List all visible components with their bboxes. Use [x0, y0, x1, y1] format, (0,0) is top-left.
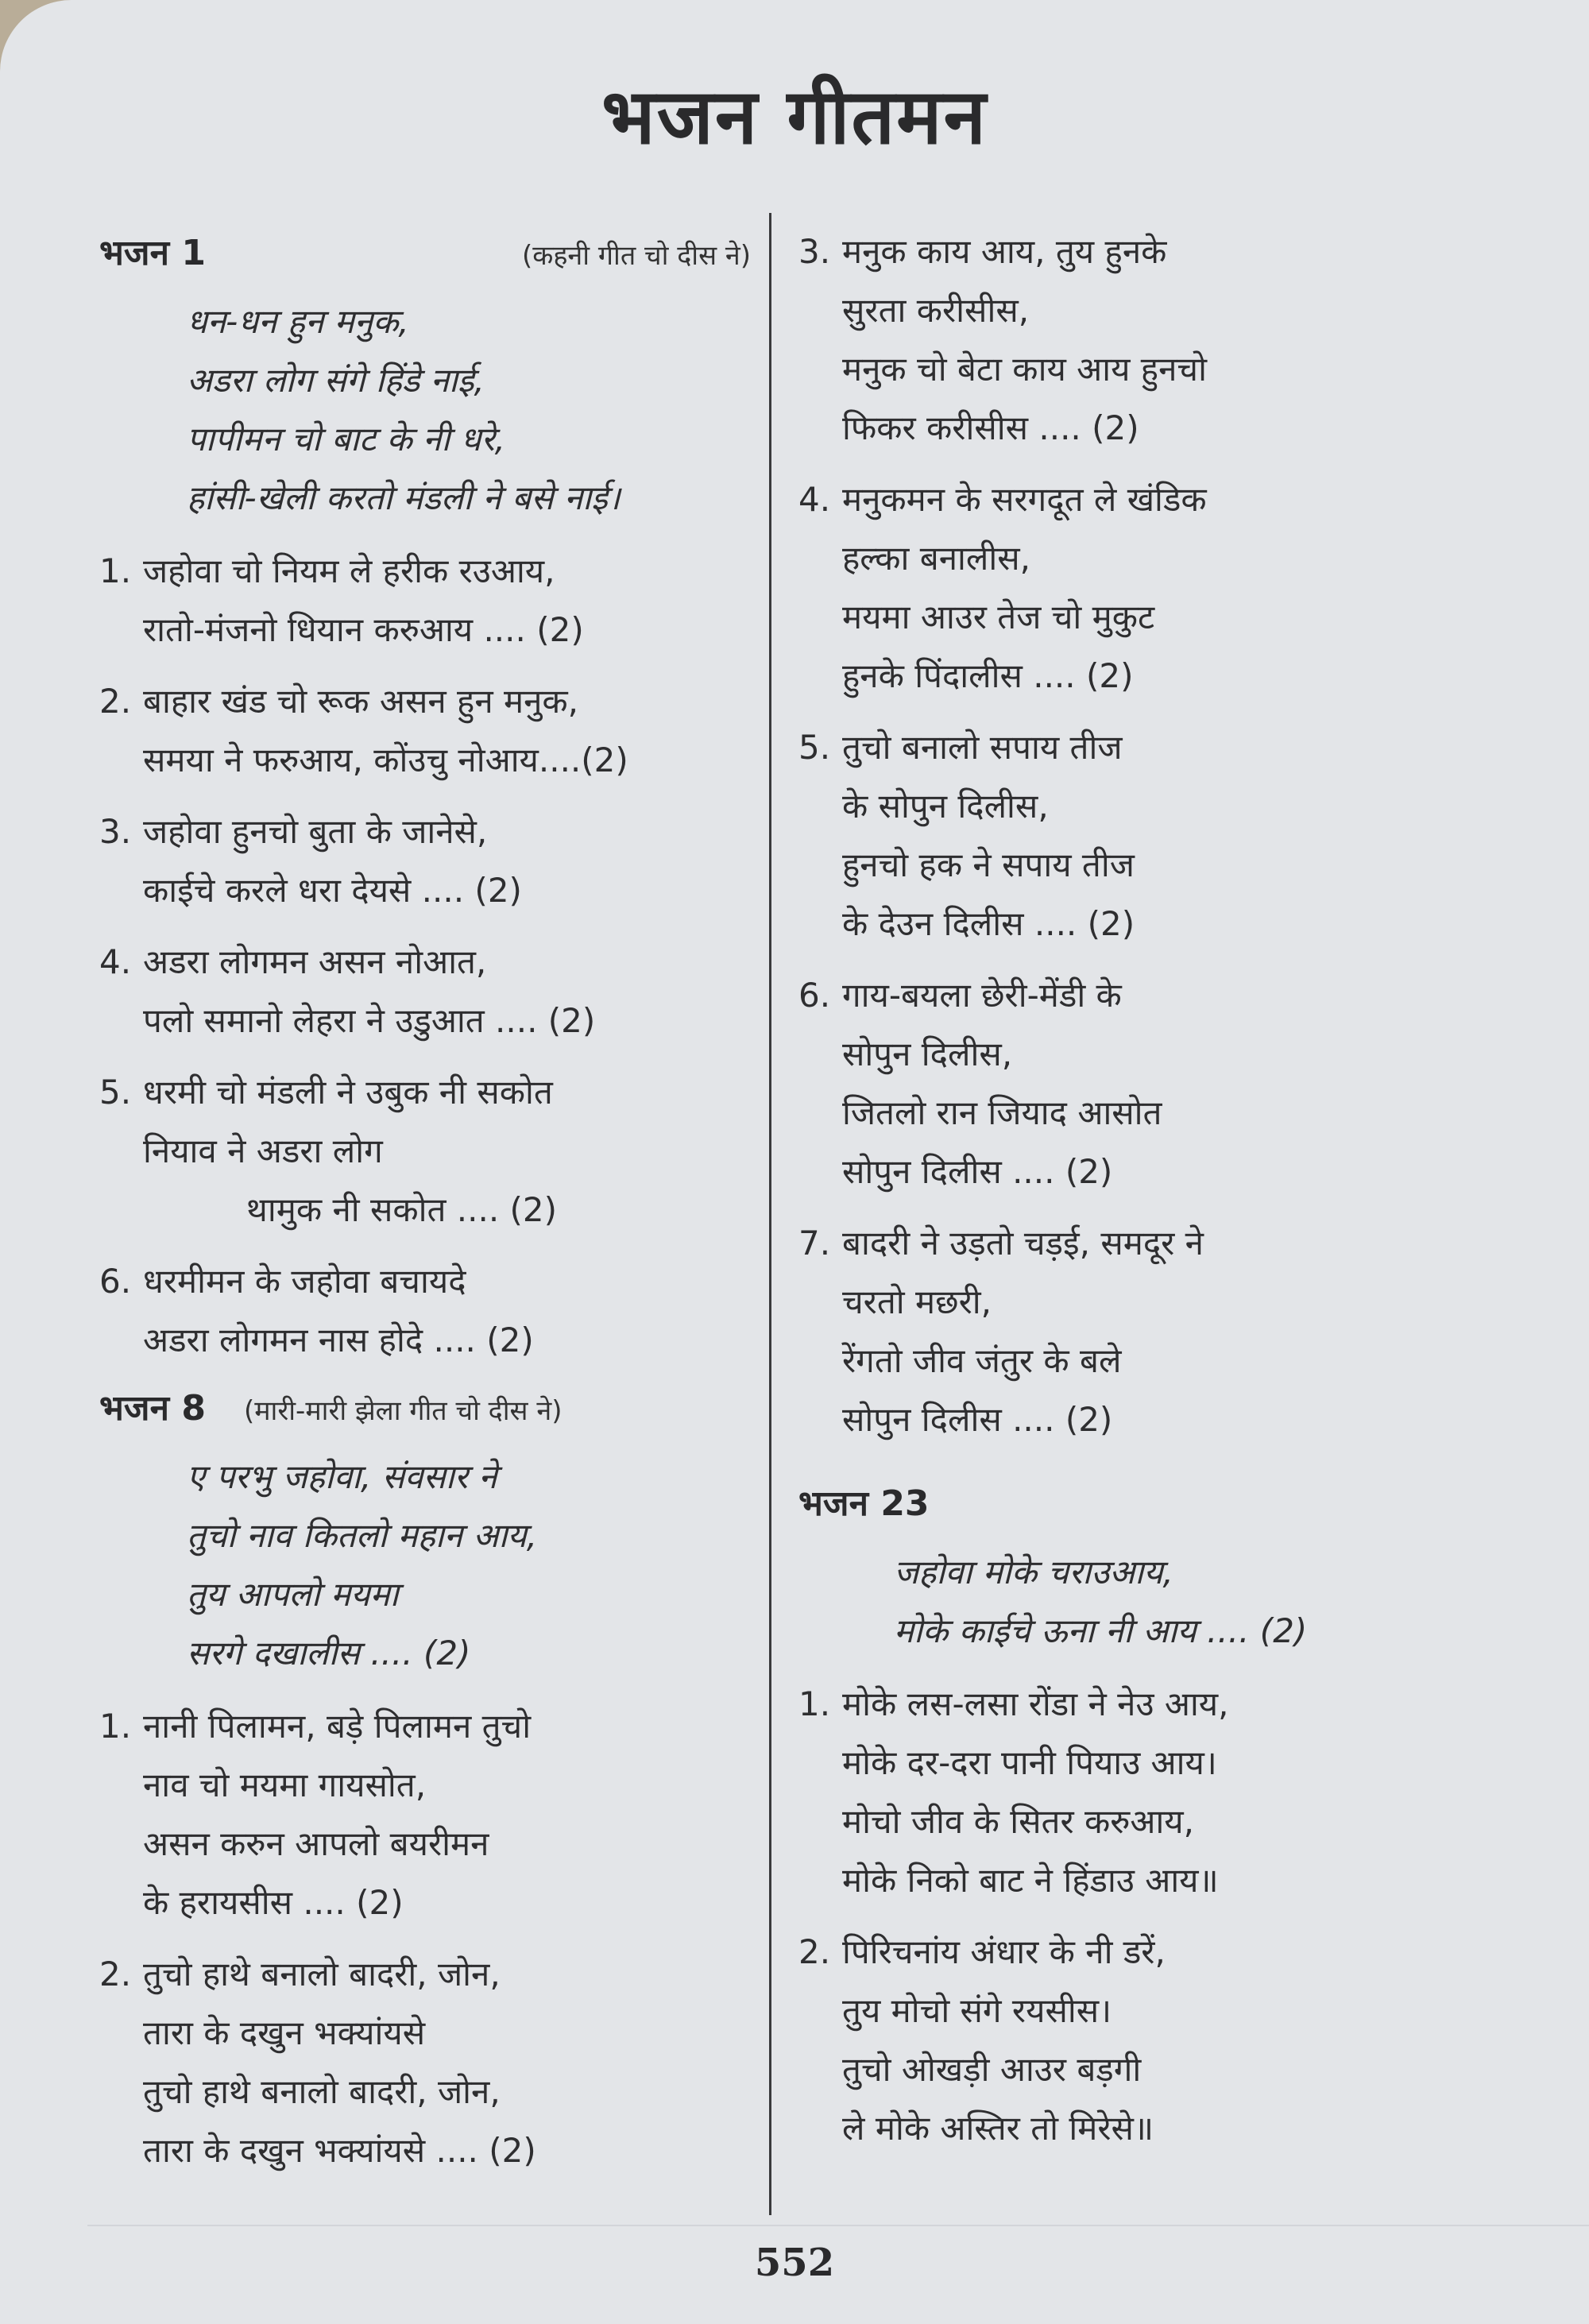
refrain-line: पापीमन चो बाट के नी धरे,: [187, 420, 506, 458]
stanza-line: जहोवा हुनचो बुता के जानेसे,: [143, 812, 488, 851]
stanza-line: तुचो हाथे बनालो बादरी, जोन,: [143, 2072, 501, 2111]
stanza-number: 3.: [798, 232, 831, 271]
hymn-23-header: [798, 1478, 1434, 1525]
hymn-23-title: भजन 23: [798, 1483, 930, 1524]
hymn-1-stanza-1: [99, 542, 751, 659]
stanza-line: फिकर करीसीस .... (2): [842, 408, 1139, 447]
stanza-line: ले मोके अस्तिर तो मिरेसे॥: [842, 2109, 1154, 2148]
hymn-8-header: [99, 1382, 751, 1430]
stanza-line: तुचो हाथे बनालो बादरी, जोन,: [143, 1955, 501, 1993]
hymn-1-title: भजन 1: [99, 233, 206, 273]
stanza-number: 6.: [99, 1262, 132, 1301]
hymn-8-stanza-2: [99, 1945, 751, 2180]
hymn-8-refrain: [187, 1448, 751, 1683]
hymn-23-stanza-2: [798, 1923, 1434, 2158]
stanza-number: 7.: [798, 1224, 831, 1263]
stanza-line: गाय-बयला छेरी-मेंडी के: [842, 976, 1122, 1015]
stanza-line: हुनचो हक ने सपाय तीज: [842, 845, 1135, 884]
stanza-line: पिरिचनांय अंधार के नी डरें,: [842, 1932, 1166, 1971]
stanza-line: तारा के दखुन भक्यांयसे: [143, 2013, 426, 2052]
stanza-number: 5.: [99, 1073, 132, 1112]
stanza-line: सोपुन दिलीस .... (2): [842, 1152, 1113, 1191]
stanza-line: मनुक काय आय, तुय हुनके: [842, 232, 1167, 271]
stanza-line: जहोवा चो नियम ले हरीक रउआय,: [143, 551, 555, 590]
stanza-line: नाव चो मयमा गायसोत,: [143, 1765, 427, 1804]
column-divider: [769, 213, 771, 2215]
page-title: भजन गीतमन: [601, 72, 988, 161]
refrain-line: जहोवा मोके चराउआय,: [894, 1553, 1173, 1591]
stanza-line: बाहार खंड चो रूक असन हुन मनुक,: [143, 682, 579, 721]
stanza-line: तुय मोचो संगे रयसीस।: [842, 1991, 1112, 2030]
refrain-line: ए परभु जहोवा, संवसार ने: [187, 1457, 497, 1496]
stanza-line: जितलो रान जियाद आसोत: [842, 1093, 1162, 1132]
hymn-1-stanza-6: [99, 1252, 751, 1370]
hymn-1-stanza-5: [99, 1063, 751, 1239]
hymn-8-title: भजन 8: [99, 1388, 206, 1429]
hymn-1-stanza-4: [99, 933, 751, 1050]
stanza-number: 1.: [798, 1684, 831, 1723]
hymn-8-stanza-7: [798, 1214, 1434, 1449]
stanza-line: नियाव ने अडरा लोग: [143, 1131, 383, 1170]
refrain-line: तुय आपलो मयमा: [187, 1575, 399, 1614]
page-number: 552: [754, 2241, 835, 2285]
stanza-line: असन करुन आपलो बयरीमन: [143, 1824, 489, 1863]
stanza-line: सोपुन दिलीस .... (2): [842, 1400, 1113, 1439]
left-column: [99, 222, 751, 2193]
stanza-line: मोचो जीव के सितर करुआय,: [842, 1802, 1194, 1841]
stanza-line: हुनके पिंदालीस .... (2): [842, 656, 1134, 695]
refrain-line: मोके काईचे ऊना नी आय .... (2): [894, 1611, 1308, 1650]
stanza-number: 4.: [798, 480, 831, 519]
stanza-number: 2.: [99, 682, 132, 721]
hymn-8-stanza-5: [798, 718, 1434, 953]
refrain-line: अडरा लोग संगे हिंडे नाई,: [187, 361, 485, 400]
stanza-number: 1.: [99, 551, 132, 590]
stanza-line: बादरी ने उड़तो चड़ई, समदूर ने: [842, 1224, 1204, 1263]
stanza-line: मनुकमन के सरगदूत ले खंडिक: [842, 480, 1207, 519]
hymn-1-stanza-3: [99, 802, 751, 920]
stanza-number: 4.: [99, 942, 132, 981]
hymn-1-tune: (कहनी गीत चो दीस ने): [521, 240, 751, 272]
stanza-line: रेंगतो जीव जंतुर के बले: [842, 1341, 1122, 1380]
hymn-8-stanza-4: [798, 470, 1434, 706]
stanza-line: पलो समानो लेहरा ने उडुआत .... (2): [143, 1001, 596, 1040]
stanza-line: सोपुन दिलीस,: [842, 1034, 1013, 1073]
stanza-line: अडरा लोगमन नास होदे .... (2): [143, 1321, 534, 1359]
stanza-line: तुचो बनालो सपाय तीज: [842, 728, 1123, 767]
hymn-8-stanza-6: [798, 966, 1434, 1201]
stanza-line: मयमा आउर तेज चो मुकुट: [842, 597, 1155, 636]
hymn-8-stanza-3: [798, 222, 1434, 458]
hymn-23-stanza-1: [798, 1675, 1434, 1910]
hymn-23-refrain: [894, 1543, 1434, 1661]
stanza-line: धरमीमन के जहोवा बचायदे: [143, 1262, 466, 1301]
refrain-line: सरगे दखालीस .... (2): [187, 1634, 471, 1672]
stanza-line: धरमी चो मंडली ने उबुक नी सकोत: [143, 1073, 553, 1112]
stanza-line: मोके दर-दरा पानी पियाउ आय।: [842, 1743, 1217, 1782]
hymn-8-tune: (मारी-मारी झेला गीत चो दीस ने): [243, 1395, 563, 1427]
refrain-line: हांसी-खेली करतो मंडली ने बसे नाई।: [187, 478, 621, 517]
stanza-line: सुरता करीसीस,: [842, 291, 1030, 330]
stanza-number: 5.: [798, 728, 831, 767]
stanza-line: हल्का बनालीस,: [842, 539, 1030, 578]
stanza-line: अडरा लोगमन असन नोआत,: [143, 942, 487, 981]
stanza-line: चरतो मछरी,: [842, 1282, 992, 1321]
footer-rule: [87, 2225, 1589, 2226]
stanza-line: मनुक चो बेटा काय आय हुनचो: [842, 350, 1207, 389]
refrain-line: धन-धन हुन मनुक,: [187, 302, 409, 341]
stanza-line: के हरायसीस .... (2): [143, 1883, 404, 1922]
stanza-line: रातो-मंजनो धियान करुआय .... (2): [143, 610, 584, 649]
stanza-line: थामुक नी सकोत .... (2): [246, 1190, 558, 1229]
stanza-number: 2.: [798, 1932, 831, 1971]
stanza-number: 3.: [99, 812, 132, 851]
stanza-number: 1.: [99, 1707, 132, 1746]
stanza-line: नानी पिलामन, बड़े पिलामन तुचो: [143, 1707, 532, 1746]
stanza-number: 6.: [798, 976, 831, 1015]
hymn-1-refrain: [187, 292, 751, 528]
stanza-line: के सोपुन दिलीस,: [842, 787, 1049, 826]
hymn-8-stanza-1: [99, 1697, 751, 1932]
stanza-line: समया ने फरुआय, कोंउचु नोआय....(2): [143, 741, 628, 779]
stanza-line: के देउन दिलीस .... (2): [842, 904, 1135, 943]
refrain-line: तुचो नाव कितलो महान आय,: [187, 1516, 538, 1555]
hymn-1-stanza-2: [99, 672, 751, 790]
stanza-line: मोके लस-लसा रोंडा ने नेउ आय,: [842, 1684, 1229, 1723]
stanza-line: मोके निको बाट ने हिंडाउ आय॥: [842, 1861, 1219, 1900]
stanza-line: काईचे करले धरा देयसे .... (2): [143, 871, 522, 910]
stanza-line: तुचो ओखड़ी आउर बड़गी: [842, 2050, 1142, 2089]
right-column: [798, 222, 1434, 2171]
stanza-number: 2.: [99, 1955, 132, 1993]
hymn-1-header: [99, 227, 751, 275]
stanza-line: तारा के दखुन भक्यांयसे .... (2): [143, 2131, 536, 2170]
